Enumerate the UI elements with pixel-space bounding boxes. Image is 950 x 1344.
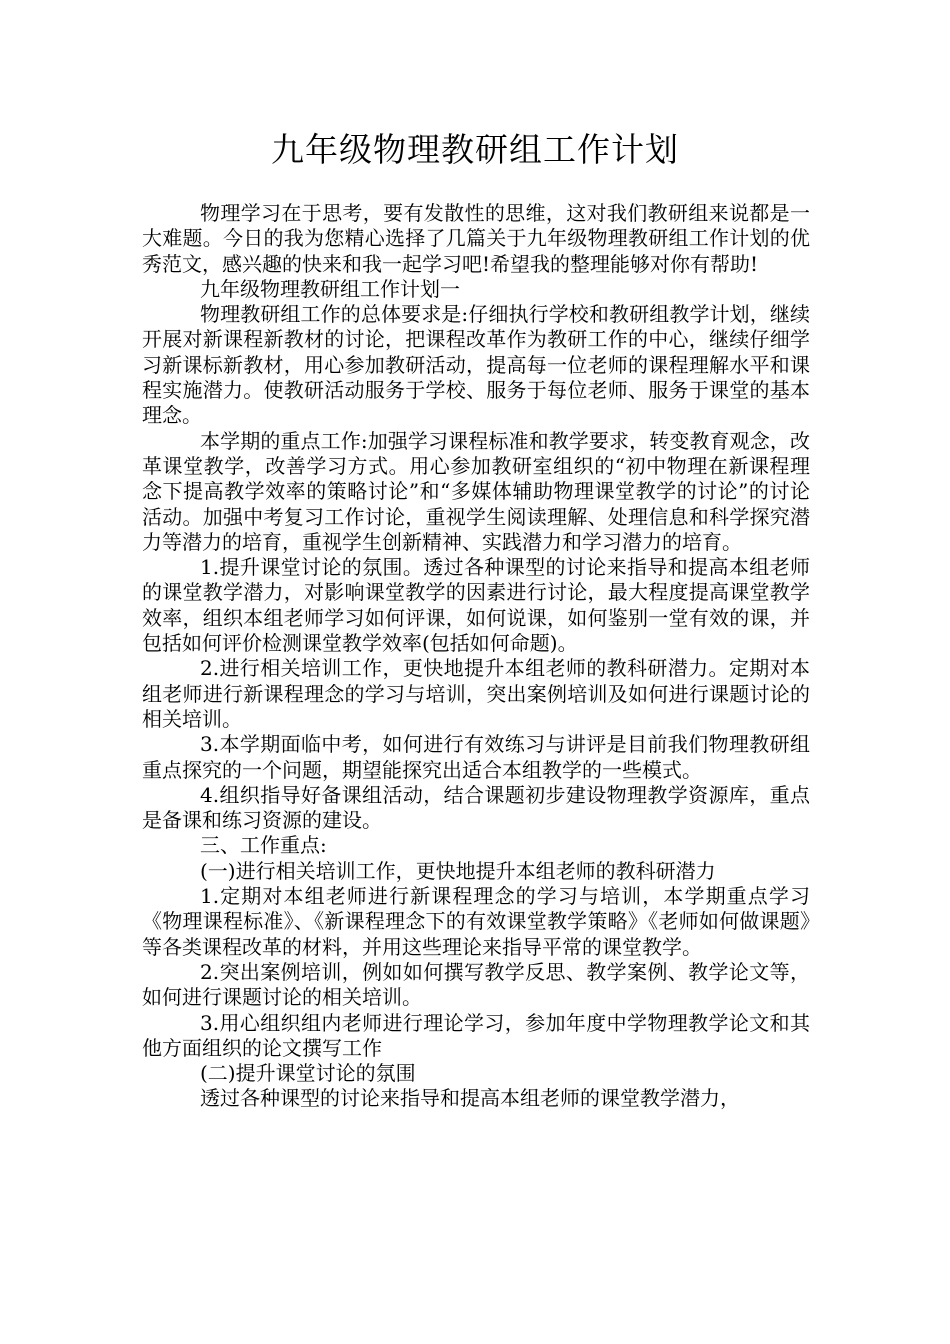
paragraph: 透过各种课型的讨论来指导和提高本组老师的课堂教学潜力， xyxy=(200,1086,740,1111)
paragraph: 2.突出案例培训，例如如何撰写教学反思、教学案例、教学论文等，如何进行课题讨论的相关培训。 xyxy=(142,959,810,1010)
document-body xyxy=(142,201,810,1112)
paragraph: 本学期的重点工作:加强学习课程标准和教学要求，转变教育观念，改革课堂教学，改善学习方式。用心参加教研室组织的“初中物理在新课程理念下提高教学效率的策略讨论”和“多媒体辅助物理课堂教学的讨论”的讨论活动。加强中考复习工作讨论，重视学生阅读理解、处理信息和科学探究潜力等潜力的培育，重视学生创新精神、实践潜力和学习潜力的培育。 xyxy=(142,428,810,554)
paragraph: 物理教研组工作的总体要求是:仔细执行学校和教研组教学计划，继续开展对新课程新教材的讨论，把课程改革作为教研工作的中心，继续仔细学习新课标新教材，用心参加教研活动，提高每一位老师的课程理解水平和课程实施潜力。使教研活动服务于学校、服务于每位老师、服务于课堂的基本理念。 xyxy=(142,302,810,428)
paragraph: 3.本学期面临中考，如何进行有效练习与讲评是目前我们物理教研组重点探究的一个问题，期望能探究出适合本组教学的一些模式。 xyxy=(142,732,810,782)
paragraph: 3.用心组织组内老师进行理论学习，参加年度中学物理教学论文和其他方面组织的论文撰写工作 xyxy=(142,1010,810,1060)
paragraph: 4.组织指导好备课组活动，结合课题初步建设物理教学资源库，重点是备课和练习资源的建设。 xyxy=(142,782,810,833)
paragraph: 1.提升课堂讨论的氛围。透过各种课型的讨论来指导和提高本组老师的课堂教学潜力，对影响课堂教学的因素进行讨论，最大程度提高课堂教学效率，组织本组老师学习如何评课，如何说课，如何鉴别一堂有效的课，并包括如何评价检测课堂教学效率(包括如何命题)。 xyxy=(142,555,810,656)
section-heading: 三、工作重点: xyxy=(200,833,327,858)
paragraph: 物理学习在于思考，要有发散性的思维，这对我们教研组来说都是一大难题。今日的我为您精心选择了几篇关于九年级物理教研组工作计划的优秀范文，感兴趣的快来和我一起学习吧!希望我的整理能够对你有帮助! xyxy=(142,201,810,276)
paragraph: 1.定期对本组老师进行新课程理念的学习与培训，本学期重点学习《物理课程标准》、《新课程理念下的有效课堂教学策略》《老师如何做课题》等各类课程改革的材料，并用这些理论来指导平常的课堂教学。 xyxy=(142,884,810,959)
section-heading: 九年级物理教研组工作计划一 xyxy=(200,276,460,301)
document-title: 九年级物理教研组工作计划 xyxy=(271,130,679,169)
paragraph: 2.进行相关培训工作，更快地提升本组老师的教科研潜力。定期对本组老师进行新课程理念的学习与培训，突出案例培训及如何进行课题讨论的相关培训。 xyxy=(142,656,810,731)
subsection-heading: (一)进行相关培训工作，更快地提升本组老师的教科研潜力 xyxy=(200,858,716,883)
subsection-heading: (二)提升课堂讨论的氛围 xyxy=(200,1061,416,1086)
